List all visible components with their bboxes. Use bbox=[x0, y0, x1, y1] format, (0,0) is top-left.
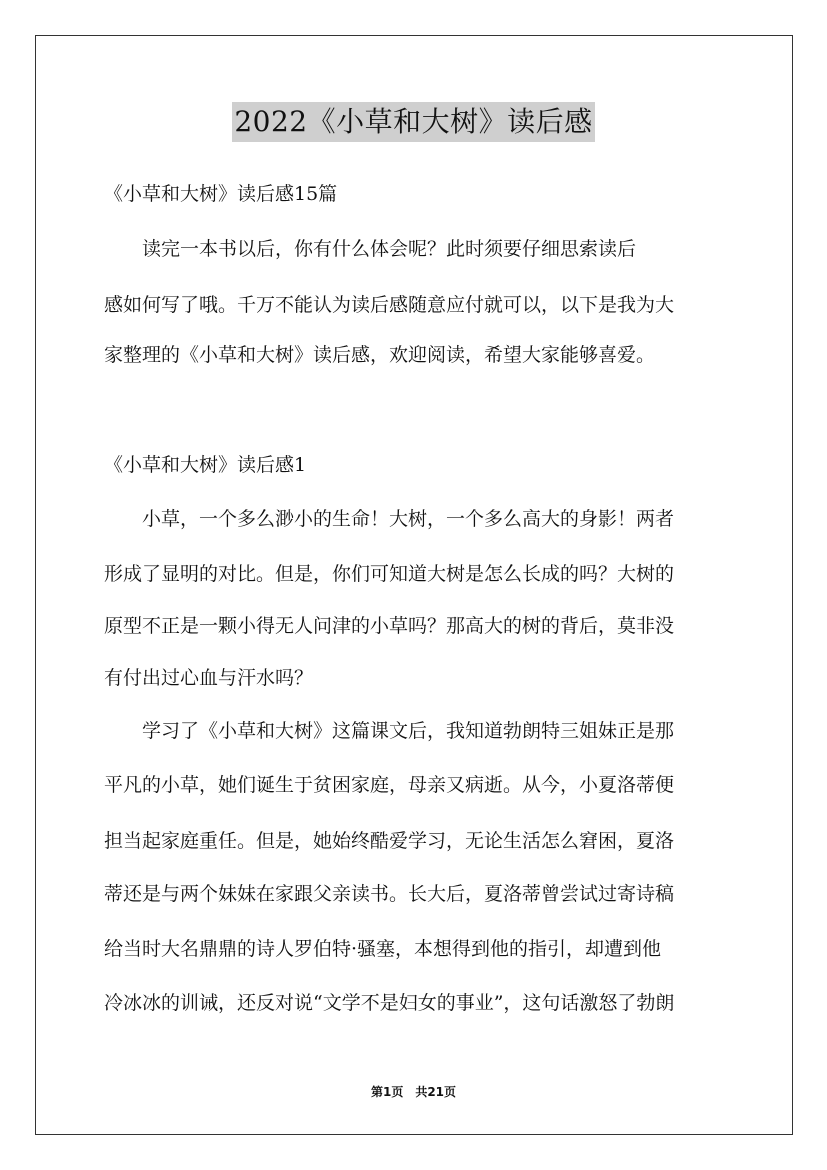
paragraph1-line-1: 小草，一个多么渺小的生命！大树，一个多么高大的身影！两者 bbox=[104, 508, 675, 530]
intro-line-3: 家整理的《小草和大树》读后感，欢迎阅读，希望大家能够喜爱。 bbox=[104, 344, 656, 366]
page-footer: 第1页 共21页 bbox=[370, 1085, 457, 1099]
paragraph2-line-4: 蒂还是与两个妹妹在家跟父亲读书。长大后，夏洛蒂曾尝试过寄诗稿 bbox=[104, 883, 675, 905]
document-title-wrapper bbox=[0, 102, 827, 142]
paragraph2-line-1: 学习了《小草和大树》这篇课文后，我知道勃朗特三姐妹正是那 bbox=[104, 720, 675, 742]
intro-line-1: 读完一本书以后，你有什么体会呢？此时须要仔细思索读后 bbox=[104, 238, 637, 260]
paragraph2-line-5: 给当时大名鼎鼎的诗人罗伯特·骚塞，本想得到他的指引，却遭到他 bbox=[104, 938, 662, 960]
paragraph2-line-3: 担当起家庭重任。但是，她始终酷爱学习，无论生活怎么窘困，夏洛 bbox=[104, 830, 675, 852]
paragraph2-line-2: 平凡的小草，她们诞生于贫困家庭，母亲又病逝。从今，小夏洛蒂便 bbox=[104, 774, 675, 796]
paragraph2-line-6: 冷冰冰的训诫，还反对说“文学不是妇女的事业”，这句话激怒了勃朗 bbox=[104, 992, 675, 1014]
section-heading: 《小草和大树》读后感1 bbox=[104, 454, 307, 476]
paragraph1-line-4: 有付出过心血与汗水吗？ bbox=[104, 667, 314, 689]
paragraph1-line-3: 原型不正是一颗小得无人问津的小草吗？那高大的树的背后，莫非没 bbox=[104, 615, 675, 637]
document-subtitle: 《小草和大树》读后感15篇 bbox=[104, 183, 338, 205]
document-title: 2022《小草和大树》读后感 bbox=[232, 102, 594, 142]
paragraph1-line-2: 形成了显明的对比。但是，你们可知道大树是怎么长成的吗？大树的 bbox=[104, 563, 675, 585]
intro-line-2: 感如何写了哦。千万不能认为读后感随意应付就可以，以下是我为大 bbox=[104, 294, 675, 316]
